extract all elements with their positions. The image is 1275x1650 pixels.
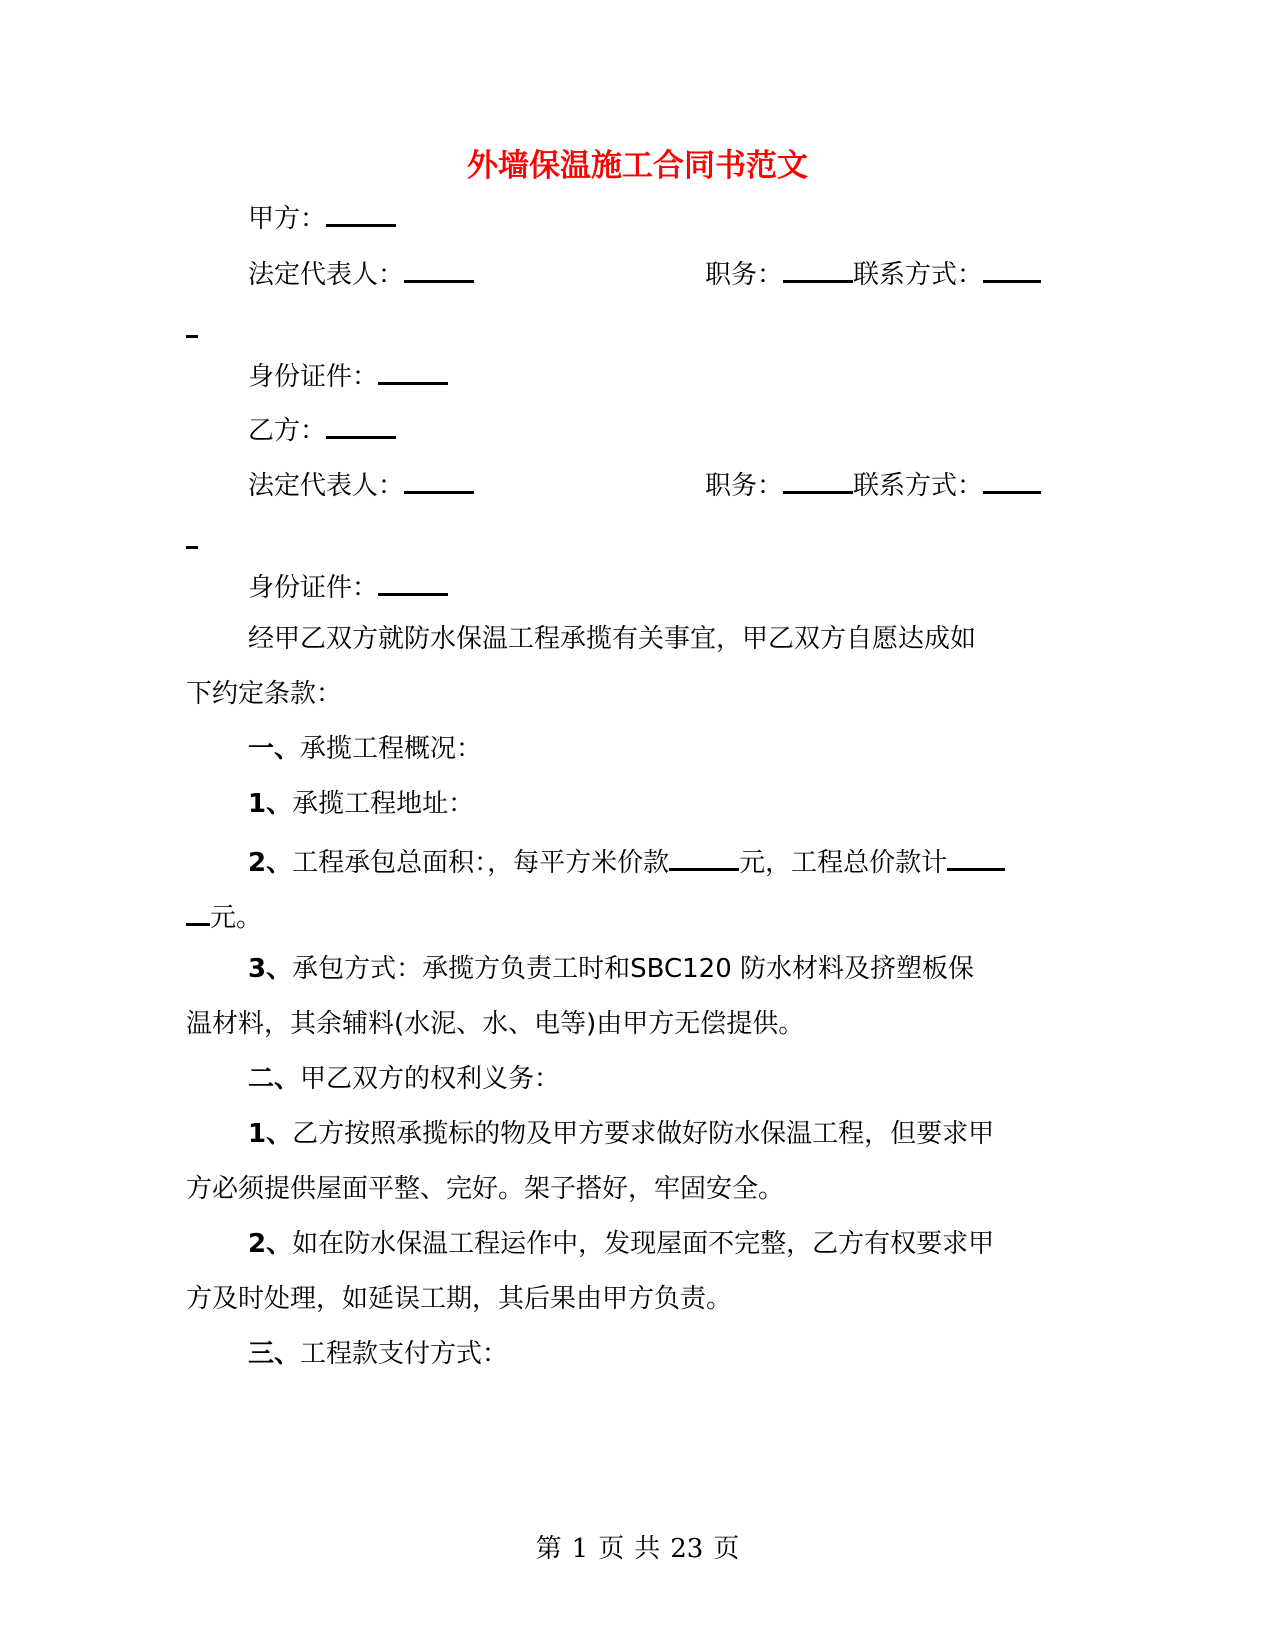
- section-2-item-2-line-1: 如在防水保温工程运作中，发现屋面不完整，乙方有权要求甲: [292, 1229, 995, 1259]
- page-footer: [0, 1532, 1275, 1566]
- section-1-item-2: [248, 842, 1005, 880]
- party-b-rep-label: 法定代表人：: [248, 471, 405, 501]
- section-1-item-1: [248, 787, 474, 821]
- section-2-title: 甲乙双方的权利义务：: [300, 1064, 561, 1094]
- section-1-item-3: [248, 952, 974, 986]
- party-a-contact-blank: [983, 254, 1041, 283]
- section-1-item-1-number: 1、: [248, 789, 293, 819]
- section-2-item-2-number: 2、: [248, 1229, 293, 1259]
- section-1-number: 一、: [248, 734, 301, 764]
- party-a-contact-blank-wrap: [186, 309, 198, 338]
- party-a-id-label: 身份证件：: [248, 362, 379, 392]
- party-b-rep-line: [248, 465, 474, 503]
- party-b-contact-label: 联系方式：: [853, 471, 984, 501]
- party-a-contact-label: 联系方式：: [853, 260, 984, 290]
- party-b-blank: [326, 410, 396, 439]
- party-a-id-blank: [378, 356, 448, 385]
- party-a-rep-label: 法定代表人：: [248, 260, 405, 290]
- unit-price-blank: [669, 842, 739, 871]
- party-a-rep-line: [248, 254, 474, 292]
- footer-word-di: 第: [535, 1534, 562, 1564]
- section-1-item-2-text-a: 工程承包总面积：，每平方米价款: [292, 848, 670, 878]
- document-title: 外墙保温施工合同书范文: [467, 148, 808, 184]
- party-b-line: [248, 410, 396, 448]
- section-1-item-2-wrap: [186, 897, 262, 935]
- footer-word-ye-2: 页: [713, 1534, 740, 1564]
- section-1-item-2-number: 2、: [248, 848, 293, 878]
- party-b-position-line: [705, 465, 1041, 503]
- section-1-item-3-line-1: 承包方式：承揽方负责工时和SBC120 防水材料及挤塑板保: [292, 954, 975, 984]
- party-a-rep-blank: [404, 254, 474, 283]
- footer-total-pages: 23: [670, 1534, 704, 1564]
- party-a-position-label: 职务：: [705, 260, 784, 290]
- party-b-id-line: [248, 567, 448, 605]
- party-b-position-label: 职务：: [705, 471, 784, 501]
- party-a-label: 甲方：: [248, 204, 327, 234]
- section-2-item-1-number: 1、: [248, 1119, 293, 1149]
- footer-word-ye: 页: [598, 1534, 625, 1564]
- party-a-contact-wrap: [186, 309, 198, 347]
- section-1-title: 承揽工程概况：: [300, 734, 483, 764]
- footer-word-gong: 共: [634, 1534, 661, 1564]
- party-b-position-blank: [783, 465, 853, 494]
- section-1-item-2-text-b: 元，工程总价款计: [739, 848, 948, 878]
- party-a-blank: [326, 198, 396, 227]
- section-2-item-2: [248, 1227, 994, 1261]
- party-b-id-label: 身份证件：: [248, 573, 379, 603]
- party-b-contact-blank-wrap: [186, 520, 198, 549]
- section-1-item-2-text-c: 元。: [210, 903, 263, 933]
- party-b-label: 乙方：: [248, 416, 327, 446]
- party-b-contact-blank: [983, 465, 1041, 494]
- party-b-contact-wrap: [186, 520, 198, 558]
- total-price-blank: [947, 842, 1005, 871]
- section-1-item-1-text: 承揽工程地址：: [292, 789, 475, 819]
- footer-page-number: 1: [571, 1534, 589, 1564]
- section-3-heading: [248, 1337, 508, 1371]
- party-a-position-line: [705, 254, 1041, 292]
- section-3-number: 三、: [248, 1339, 301, 1369]
- party-b-id-blank: [378, 567, 448, 596]
- party-a-id-line: [248, 356, 448, 394]
- party-b-rep-blank: [404, 465, 474, 494]
- section-1-item-3-line-2: 温材料，其余辅料(水泥、水、电等)由甲方无偿提供。: [186, 1009, 805, 1039]
- section-3-title: 工程款支付方式：: [300, 1339, 509, 1369]
- section-2-item-1: [248, 1117, 994, 1151]
- intro-line-2: 下约定条款：: [186, 679, 343, 709]
- section-2-item-1-line-1: 乙方按照承揽标的物及甲方要求做好防水保温工程，但要求甲: [292, 1119, 995, 1149]
- party-a-line: [248, 198, 396, 236]
- section-1-item-3-number: 3、: [248, 954, 293, 984]
- section-1-heading: [248, 732, 482, 766]
- party-a-position-blank: [783, 254, 853, 283]
- total-price-blank-wrap: [186, 897, 210, 926]
- section-2-item-2-line-2: 方及时处理，如延误工期，其后果由甲方负责。: [186, 1284, 733, 1314]
- section-2-heading: [248, 1062, 560, 1096]
- intro-line-1: 经甲乙双方就防水保温工程承揽有关事宜，甲乙双方自愿达成如: [248, 624, 977, 654]
- section-2-item-1-line-2: 方必须提供屋面平整、完好。架子搭好，牢固安全。: [186, 1174, 785, 1204]
- section-2-number: 二、: [248, 1064, 301, 1094]
